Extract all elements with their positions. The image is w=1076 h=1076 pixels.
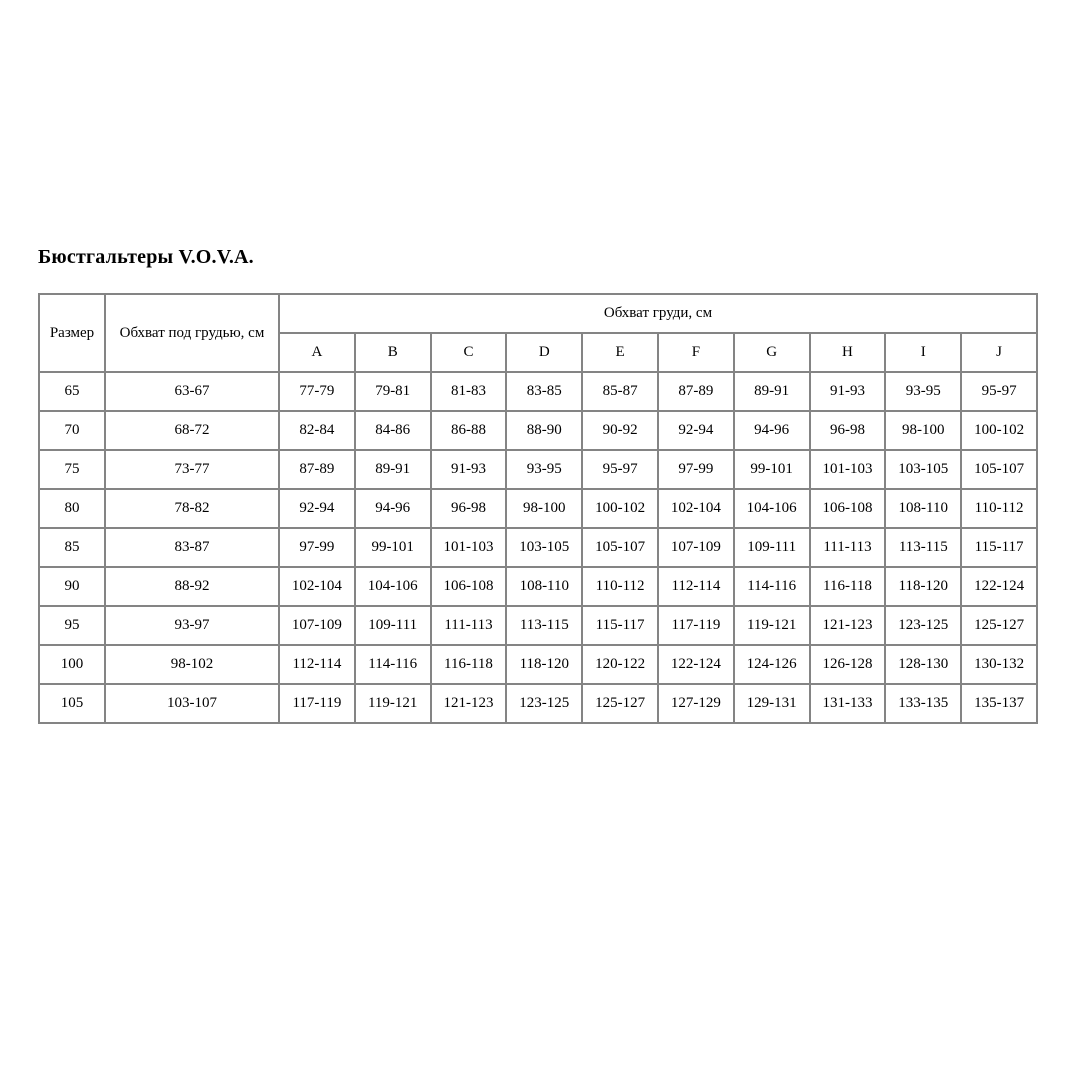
- cup-range-cell: 125-127: [961, 606, 1037, 645]
- cup-range-cell: 119-121: [734, 606, 810, 645]
- cup-range-cell: 89-91: [355, 450, 431, 489]
- cup-range-cell: 97-99: [279, 528, 355, 567]
- col-header-cup: D: [506, 333, 582, 372]
- cup-range-cell: 96-98: [431, 489, 507, 528]
- cup-range-cell: 99-101: [734, 450, 810, 489]
- table-row: [39, 450, 1037, 489]
- cup-range-cell: 115-117: [582, 606, 658, 645]
- cup-range-cell: 109-111: [734, 528, 810, 567]
- cup-range-cell: 118-120: [885, 567, 961, 606]
- cup-range-cell: 124-126: [734, 645, 810, 684]
- cup-range-cell: 81-83: [431, 372, 507, 411]
- cup-range-cell: 129-131: [734, 684, 810, 723]
- page-title: Бюстгальтеры V.O.V.A.: [38, 246, 254, 268]
- cup-range-cell: 92-94: [658, 411, 734, 450]
- cup-range-cell: 111-113: [810, 528, 886, 567]
- col-header-cup: E: [582, 333, 658, 372]
- table-row: [39, 645, 1037, 684]
- cup-range-cell: 125-127: [582, 684, 658, 723]
- cup-range-cell: 127-129: [658, 684, 734, 723]
- size-cell: 105: [39, 684, 105, 723]
- cup-range-cell: 112-114: [279, 645, 355, 684]
- cup-range-cell: 113-115: [885, 528, 961, 567]
- col-header-cup: H: [810, 333, 886, 372]
- cup-range-cell: 89-91: [734, 372, 810, 411]
- cup-range-cell: 88-90: [506, 411, 582, 450]
- col-header-size: Размер: [39, 294, 105, 372]
- cup-range-cell: 93-95: [885, 372, 961, 411]
- size-cell: 70: [39, 411, 105, 450]
- cup-range-cell: 85-87: [582, 372, 658, 411]
- cup-range-cell: 77-79: [279, 372, 355, 411]
- cup-range-cell: 98-100: [885, 411, 961, 450]
- cup-range-cell: 100-102: [582, 489, 658, 528]
- col-header-cup: F: [658, 333, 734, 372]
- table-body: [39, 372, 1037, 723]
- cup-range-cell: 103-105: [885, 450, 961, 489]
- cup-range-cell: 93-95: [506, 450, 582, 489]
- cup-range-cell: 91-93: [431, 450, 507, 489]
- cup-range-cell: 79-81: [355, 372, 431, 411]
- underbust-cell: 63-67: [105, 372, 279, 411]
- col-header-cup: J: [961, 333, 1037, 372]
- cup-range-cell: 131-133: [810, 684, 886, 723]
- cup-range-cell: 121-123: [431, 684, 507, 723]
- cup-range-cell: 92-94: [279, 489, 355, 528]
- bra-size-table: [38, 293, 1038, 724]
- size-cell: 65: [39, 372, 105, 411]
- cup-range-cell: 104-106: [734, 489, 810, 528]
- cup-range-cell: 133-135: [885, 684, 961, 723]
- cup-range-cell: 119-121: [355, 684, 431, 723]
- cup-range-cell: 115-117: [961, 528, 1037, 567]
- cup-range-cell: 99-101: [355, 528, 431, 567]
- underbust-cell: 88-92: [105, 567, 279, 606]
- cup-range-cell: 102-104: [279, 567, 355, 606]
- cup-range-cell: 130-132: [961, 645, 1037, 684]
- cup-range-cell: 91-93: [810, 372, 886, 411]
- table-row: [39, 567, 1037, 606]
- underbust-cell: 103-107: [105, 684, 279, 723]
- col-header-cup: C: [431, 333, 507, 372]
- cup-range-cell: 108-110: [885, 489, 961, 528]
- cup-range-cell: 117-119: [279, 684, 355, 723]
- cup-range-cell: 103-105: [506, 528, 582, 567]
- underbust-cell: 98-102: [105, 645, 279, 684]
- underbust-cell: 68-72: [105, 411, 279, 450]
- table-row: [39, 372, 1037, 411]
- table-row: [39, 489, 1037, 528]
- cup-range-cell: 114-116: [734, 567, 810, 606]
- col-header-cup: A: [279, 333, 355, 372]
- cup-range-cell: 98-100: [506, 489, 582, 528]
- cup-range-cell: 123-125: [885, 606, 961, 645]
- cup-range-cell: 118-120: [506, 645, 582, 684]
- cup-range-cell: 86-88: [431, 411, 507, 450]
- size-cell: 90: [39, 567, 105, 606]
- cup-range-cell: 135-137: [961, 684, 1037, 723]
- size-cell: 100: [39, 645, 105, 684]
- size-cell: 80: [39, 489, 105, 528]
- cup-range-cell: 84-86: [355, 411, 431, 450]
- cup-range-cell: 111-113: [431, 606, 507, 645]
- cup-range-cell: 97-99: [658, 450, 734, 489]
- cup-range-cell: 87-89: [658, 372, 734, 411]
- cup-range-cell: 101-103: [431, 528, 507, 567]
- cup-range-cell: 116-118: [810, 567, 886, 606]
- table-row: [39, 528, 1037, 567]
- cup-range-cell: 107-109: [279, 606, 355, 645]
- cup-range-cell: 82-84: [279, 411, 355, 450]
- cup-range-cell: 83-85: [506, 372, 582, 411]
- cup-range-cell: 110-112: [961, 489, 1037, 528]
- table-row: [39, 684, 1037, 723]
- cup-range-cell: 112-114: [658, 567, 734, 606]
- cup-range-cell: 107-109: [658, 528, 734, 567]
- cup-range-cell: 117-119: [658, 606, 734, 645]
- table-row: [39, 606, 1037, 645]
- cup-range-cell: 101-103: [810, 450, 886, 489]
- cup-range-cell: 95-97: [582, 450, 658, 489]
- cup-range-cell: 104-106: [355, 567, 431, 606]
- cup-range-cell: 120-122: [582, 645, 658, 684]
- underbust-cell: 83-87: [105, 528, 279, 567]
- cup-range-cell: 105-107: [961, 450, 1037, 489]
- cup-range-cell: 113-115: [506, 606, 582, 645]
- cup-range-cell: 106-108: [431, 567, 507, 606]
- col-header-cup: I: [885, 333, 961, 372]
- cup-range-cell: 90-92: [582, 411, 658, 450]
- size-cell: 85: [39, 528, 105, 567]
- cup-range-cell: 102-104: [658, 489, 734, 528]
- cup-range-cell: 106-108: [810, 489, 886, 528]
- size-cell: 95: [39, 606, 105, 645]
- cup-range-cell: 109-111: [355, 606, 431, 645]
- header-row-groups: [39, 294, 1037, 333]
- col-header-underbust: Обхват под грудью, см: [105, 294, 279, 372]
- table-header: [39, 294, 1037, 372]
- cup-range-cell: 122-124: [658, 645, 734, 684]
- cup-range-cell: 108-110: [506, 567, 582, 606]
- table-row: [39, 411, 1037, 450]
- cup-range-cell: 100-102: [961, 411, 1037, 450]
- size-cell: 75: [39, 450, 105, 489]
- cup-range-cell: 122-124: [961, 567, 1037, 606]
- cup-range-cell: 128-130: [885, 645, 961, 684]
- cup-range-cell: 96-98: [810, 411, 886, 450]
- cup-range-cell: 114-116: [355, 645, 431, 684]
- cup-range-cell: 94-96: [734, 411, 810, 450]
- col-header-bust-group: Обхват груди, см: [279, 294, 1037, 333]
- cup-range-cell: 126-128: [810, 645, 886, 684]
- cup-range-cell: 94-96: [355, 489, 431, 528]
- cup-range-cell: 121-123: [810, 606, 886, 645]
- cup-range-cell: 116-118: [431, 645, 507, 684]
- underbust-cell: 73-77: [105, 450, 279, 489]
- cup-range-cell: 95-97: [961, 372, 1037, 411]
- cup-range-cell: 87-89: [279, 450, 355, 489]
- col-header-cup: B: [355, 333, 431, 372]
- underbust-cell: 78-82: [105, 489, 279, 528]
- col-header-cup: G: [734, 333, 810, 372]
- cup-range-cell: 123-125: [506, 684, 582, 723]
- cup-range-cell: 110-112: [582, 567, 658, 606]
- cup-range-cell: 105-107: [582, 528, 658, 567]
- underbust-cell: 93-97: [105, 606, 279, 645]
